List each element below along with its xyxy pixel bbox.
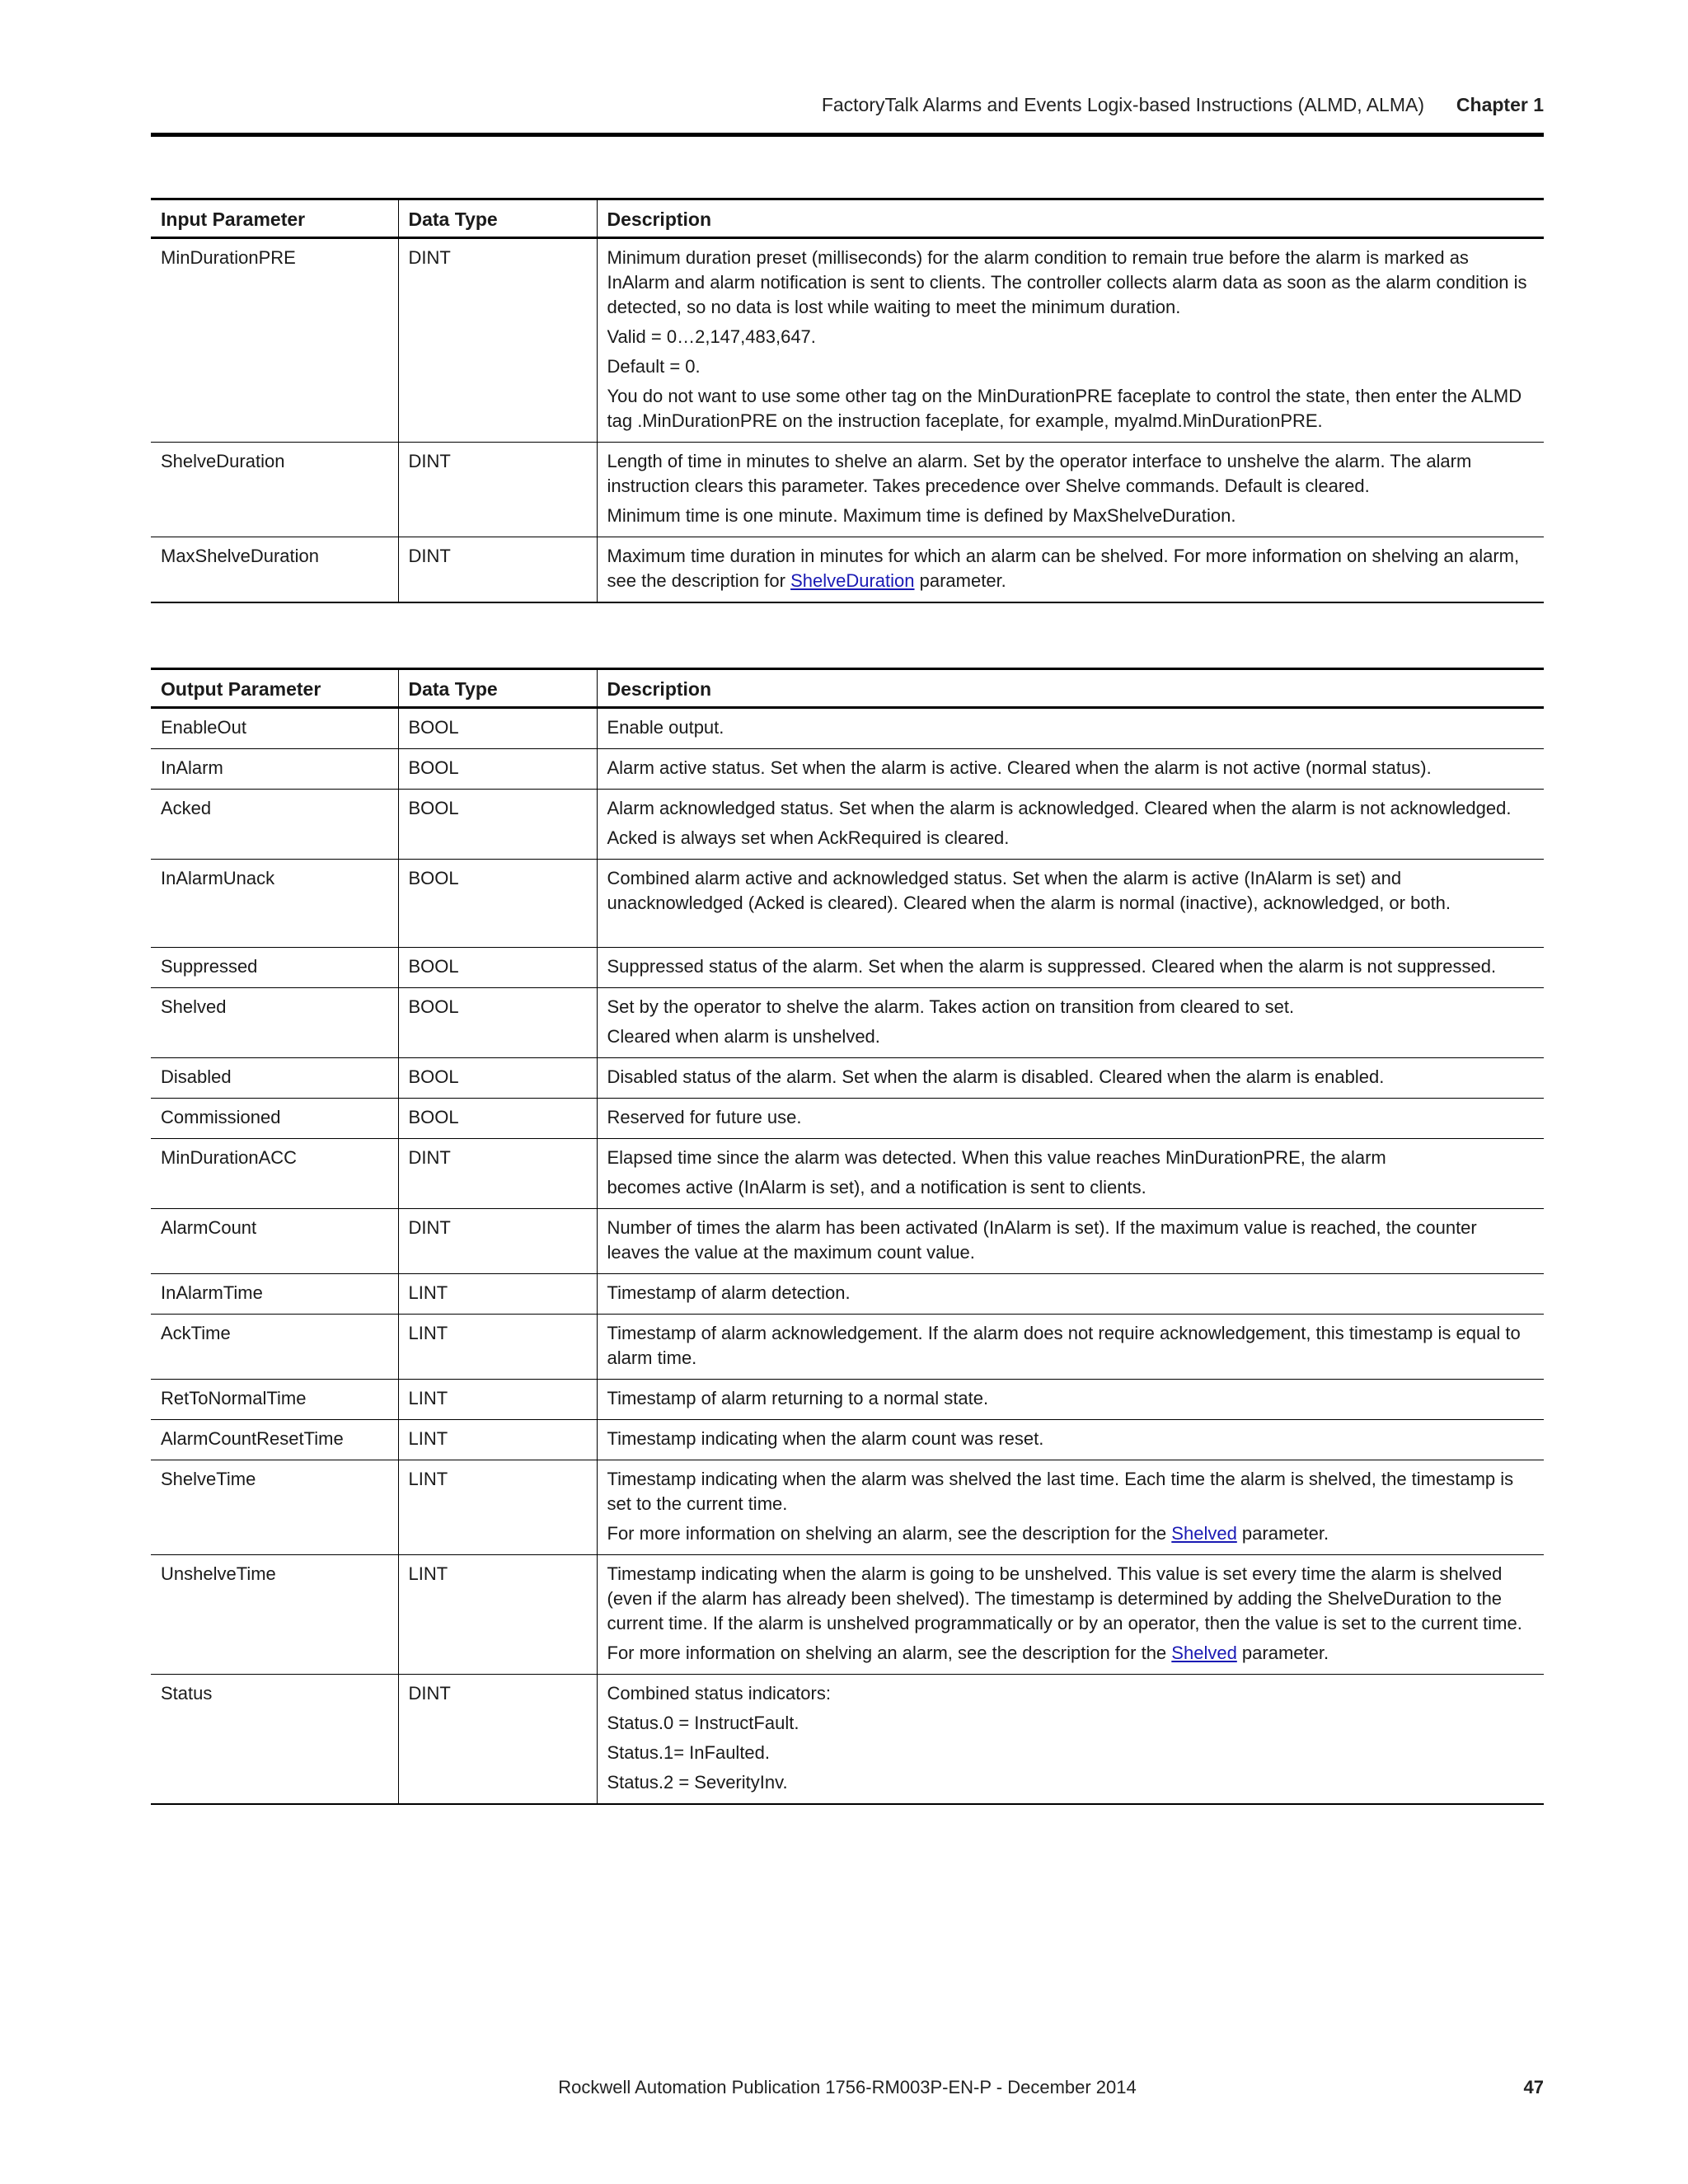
description-text-post: parameter. [914, 570, 1006, 591]
parameter-name: InAlarm [151, 749, 398, 790]
table-row [151, 1139, 1544, 1209]
table-header-row [151, 199, 1544, 238]
parameter-name: Shelved [151, 988, 398, 1058]
parameter-name: Status [151, 1675, 398, 1805]
description-cell [597, 948, 1544, 988]
description-text [607, 1521, 1535, 1546]
running-header-title: FactoryTalk Alarms and Events Logix-based Instructions (ALMD, ALMA) [821, 94, 1424, 115]
description-text: Acked is always set when AckRequired is cleared. [607, 827, 1010, 848]
description-text-post: parameter. [1236, 1523, 1329, 1544]
description-text: Timestamp indicating when the alarm count was reset. [607, 1428, 1044, 1449]
data-type: DINT [398, 443, 597, 537]
description-text: Timestamp indicating when the alarm is going to be unshelved. This value is set every time the alarm is shelved (even if the alarm has already been shelved). The timestamp is determined by adding the ShelveDuration to the current time. If the alarm is unshelved programmatically or by an operator, then the value is set to the current time. [607, 1563, 1522, 1633]
description-text-post: parameter. [1236, 1643, 1329, 1663]
description-text: Suppressed status of the alarm. Set when the alarm is suppressed. Cleared when the alarm is not suppressed. [607, 956, 1497, 977]
parameter-name: UnshelveTime [151, 1555, 398, 1675]
table-row [151, 1380, 1544, 1420]
description-text: Length of time in minutes to shelve an alarm. Set by the operator interface to unshelve the alarm. The alarm instruction clears this parameter. Takes precedence over Shelve commands. Default is cleared. [607, 451, 1472, 496]
shelveduration-link[interactable]: ShelveDuration [790, 570, 915, 591]
description-text: becomes active (InAlarm is set), and a notification is sent to clients. [607, 1177, 1146, 1197]
table-row [151, 1099, 1544, 1139]
description-text: Elapsed time since the alarm was detected. When this value reaches MinDurationPRE, the alarm [607, 1147, 1386, 1168]
table-row [151, 238, 1544, 443]
table-row [151, 988, 1544, 1058]
table-row [151, 860, 1544, 948]
description-cell [597, 1315, 1544, 1380]
data-type: LINT [398, 1315, 597, 1380]
description-cell [597, 988, 1544, 1058]
table-row [151, 948, 1544, 988]
description-text [607, 544, 1535, 593]
data-type: DINT [398, 1209, 597, 1274]
description-cell [597, 1420, 1544, 1460]
description-text: Number of times the alarm has been activated (InAlarm is set). If the maximum value is reached, the counter leaves the value at the maximum count value. [607, 1217, 1477, 1263]
data-type: BOOL [398, 948, 597, 988]
description-cell [597, 537, 1544, 603]
description-cell [597, 790, 1544, 860]
description-text: Reserved for future use. [607, 1107, 802, 1127]
data-type: DINT [398, 238, 597, 443]
parameter-name: Disabled [151, 1058, 398, 1099]
page-header [151, 89, 1544, 137]
data-type: BOOL [398, 860, 597, 948]
description-text: Disabled status of the alarm. Set when the alarm is disabled. Cleared when the alarm is enabled. [607, 1066, 1385, 1087]
description-text: Timestamp of alarm returning to a normal state. [607, 1388, 989, 1408]
description-text: Status.2 = SeverityInv. [607, 1772, 788, 1793]
table-row [151, 790, 1544, 860]
data-type: LINT [398, 1460, 597, 1555]
description-text: Minimum duration preset (milliseconds) for the alarm condition to remain true before the alarm is marked as InAlarm and alarm notification is sent to clients. The controller collects alarm data as soon as the alarm condition is detected, so no data is lost while waiting to meet the minimum duration. [607, 247, 1527, 317]
parameter-name: InAlarmTime [151, 1274, 398, 1315]
description-text-pre: Maximum time duration in minutes for which an alarm can be shelved. For more information on shelving an alarm, see the description for [607, 546, 1520, 591]
table-row [151, 708, 1544, 749]
data-type: LINT [398, 1420, 597, 1460]
data-type: BOOL [398, 1099, 597, 1139]
description-cell [597, 1099, 1544, 1139]
description-cell [597, 238, 1544, 443]
data-type: BOOL [398, 790, 597, 860]
parameter-name: Commissioned [151, 1099, 398, 1139]
table-row [151, 1315, 1544, 1380]
data-type: BOOL [398, 708, 597, 749]
table-row [151, 1460, 1544, 1555]
description-cell [597, 708, 1544, 749]
description-cell [597, 1460, 1544, 1555]
parameter-name: MinDurationPRE [151, 238, 398, 443]
description-cell [597, 1380, 1544, 1420]
description-cell [597, 860, 1544, 948]
description-text-pre: For more information on shelving an alarm, see the description for the [607, 1523, 1172, 1544]
parameter-name: EnableOut [151, 708, 398, 749]
data-type: LINT [398, 1555, 597, 1675]
data-type: DINT [398, 1675, 597, 1805]
description-text: Combined alarm active and acknowledged status. Set when the alarm is active (InAlarm is set) and unacknowledged (Acked is cleared). Cleared when the alarm is normal (inactive), acknowledged, or both. [607, 868, 1451, 913]
description-text: Status.0 = InstructFault. [607, 1713, 799, 1733]
column-header-description: Description [597, 669, 1544, 708]
data-type: LINT [398, 1380, 597, 1420]
description-text: Alarm active status. Set when the alarm is active. Cleared when the alarm is not active (normal status). [607, 757, 1432, 778]
description-cell [597, 1139, 1544, 1209]
table-row [151, 1420, 1544, 1460]
parameter-name: Suppressed [151, 948, 398, 988]
description-text: Valid = 0…2,147,483,647. [607, 326, 816, 347]
data-type: BOOL [398, 988, 597, 1058]
description-cell [597, 1209, 1544, 1274]
description-cell [597, 749, 1544, 790]
description-text: Enable output. [607, 717, 724, 738]
shelved-link[interactable]: Shelved [1171, 1643, 1237, 1663]
description-cell [597, 443, 1544, 537]
data-type: BOOL [398, 749, 597, 790]
table-row [151, 1058, 1544, 1099]
output-parameter-table [151, 668, 1544, 1805]
column-header-data-type: Data Type [398, 669, 597, 708]
shelved-link[interactable]: Shelved [1171, 1523, 1237, 1544]
description-text: You do not want to use some other tag on the MinDurationPRE faceplate to control the state, then enter the ALMD tag .MinDurationPRE on the instruction faceplate, for example, myalmd.MinDurationPRE. [607, 386, 1522, 431]
parameter-name: AckTime [151, 1315, 398, 1380]
description-text: Status.1= InFaulted. [607, 1742, 771, 1763]
description-text: Timestamp of alarm detection. [607, 1282, 851, 1303]
table-row [151, 1675, 1544, 1805]
description-text: Cleared when alarm is unshelved. [607, 1026, 880, 1047]
chapter-label: Chapter 1 [1456, 94, 1544, 115]
data-type: LINT [398, 1274, 597, 1315]
table-header-row [151, 669, 1544, 708]
description-text: Timestamp indicating when the alarm was shelved the last time. Each time the alarm is shelved, the timestamp is set to the current time. [607, 1469, 1514, 1514]
page-footer [151, 2077, 1544, 2107]
parameter-name: AlarmCount [151, 1209, 398, 1274]
publication-info: Rockwell Automation Publication 1756-RM003P-EN-P - December 2014 [558, 2077, 1137, 2097]
table-row [151, 749, 1544, 790]
description-cell [597, 1675, 1544, 1805]
table-row [151, 1209, 1544, 1274]
parameter-name: MinDurationACC [151, 1139, 398, 1209]
description-cell [597, 1274, 1544, 1315]
description-text: Combined status indicators: [607, 1683, 831, 1704]
description-text [607, 1641, 1535, 1666]
parameter-name: InAlarmUnack [151, 860, 398, 948]
column-header-data-type: Data Type [398, 199, 597, 238]
parameter-name: ShelveDuration [151, 443, 398, 537]
table-row [151, 1274, 1544, 1315]
table-row [151, 443, 1544, 537]
parameter-name: Acked [151, 790, 398, 860]
parameter-name: RetToNormalTime [151, 1380, 398, 1420]
description-text: Set by the operator to shelve the alarm. Takes action on transition from cleared to set. [607, 996, 1295, 1017]
column-header-description: Description [597, 199, 1544, 238]
description-text: Default = 0. [607, 356, 701, 377]
data-type: DINT [398, 537, 597, 603]
description-text-pre: For more information on shelving an alarm, see the description for the [607, 1643, 1172, 1663]
description-cell [597, 1058, 1544, 1099]
description-text: Minimum time is one minute. Maximum time is defined by MaxShelveDuration. [607, 505, 1236, 526]
input-parameter-table [151, 198, 1544, 603]
data-type: BOOL [398, 1058, 597, 1099]
page-number: 47 [1523, 2077, 1544, 2097]
data-type: DINT [398, 1139, 597, 1209]
description-cell [597, 1555, 1544, 1675]
parameter-name: MaxShelveDuration [151, 537, 398, 603]
parameter-name: ShelveTime [151, 1460, 398, 1555]
description-text: Alarm acknowledged status. Set when the alarm is acknowledged. Cleared when the alarm is not acknowledged. [607, 798, 1512, 818]
table-row [151, 1555, 1544, 1675]
parameter-name: AlarmCountResetTime [151, 1420, 398, 1460]
column-header-parameter: Output Parameter [151, 669, 398, 708]
column-header-parameter: Input Parameter [151, 199, 398, 238]
description-text: Timestamp of alarm acknowledgement. If the alarm does not require acknowledgement, this timestamp is equal to alarm time. [607, 1323, 1521, 1368]
table-row [151, 537, 1544, 603]
